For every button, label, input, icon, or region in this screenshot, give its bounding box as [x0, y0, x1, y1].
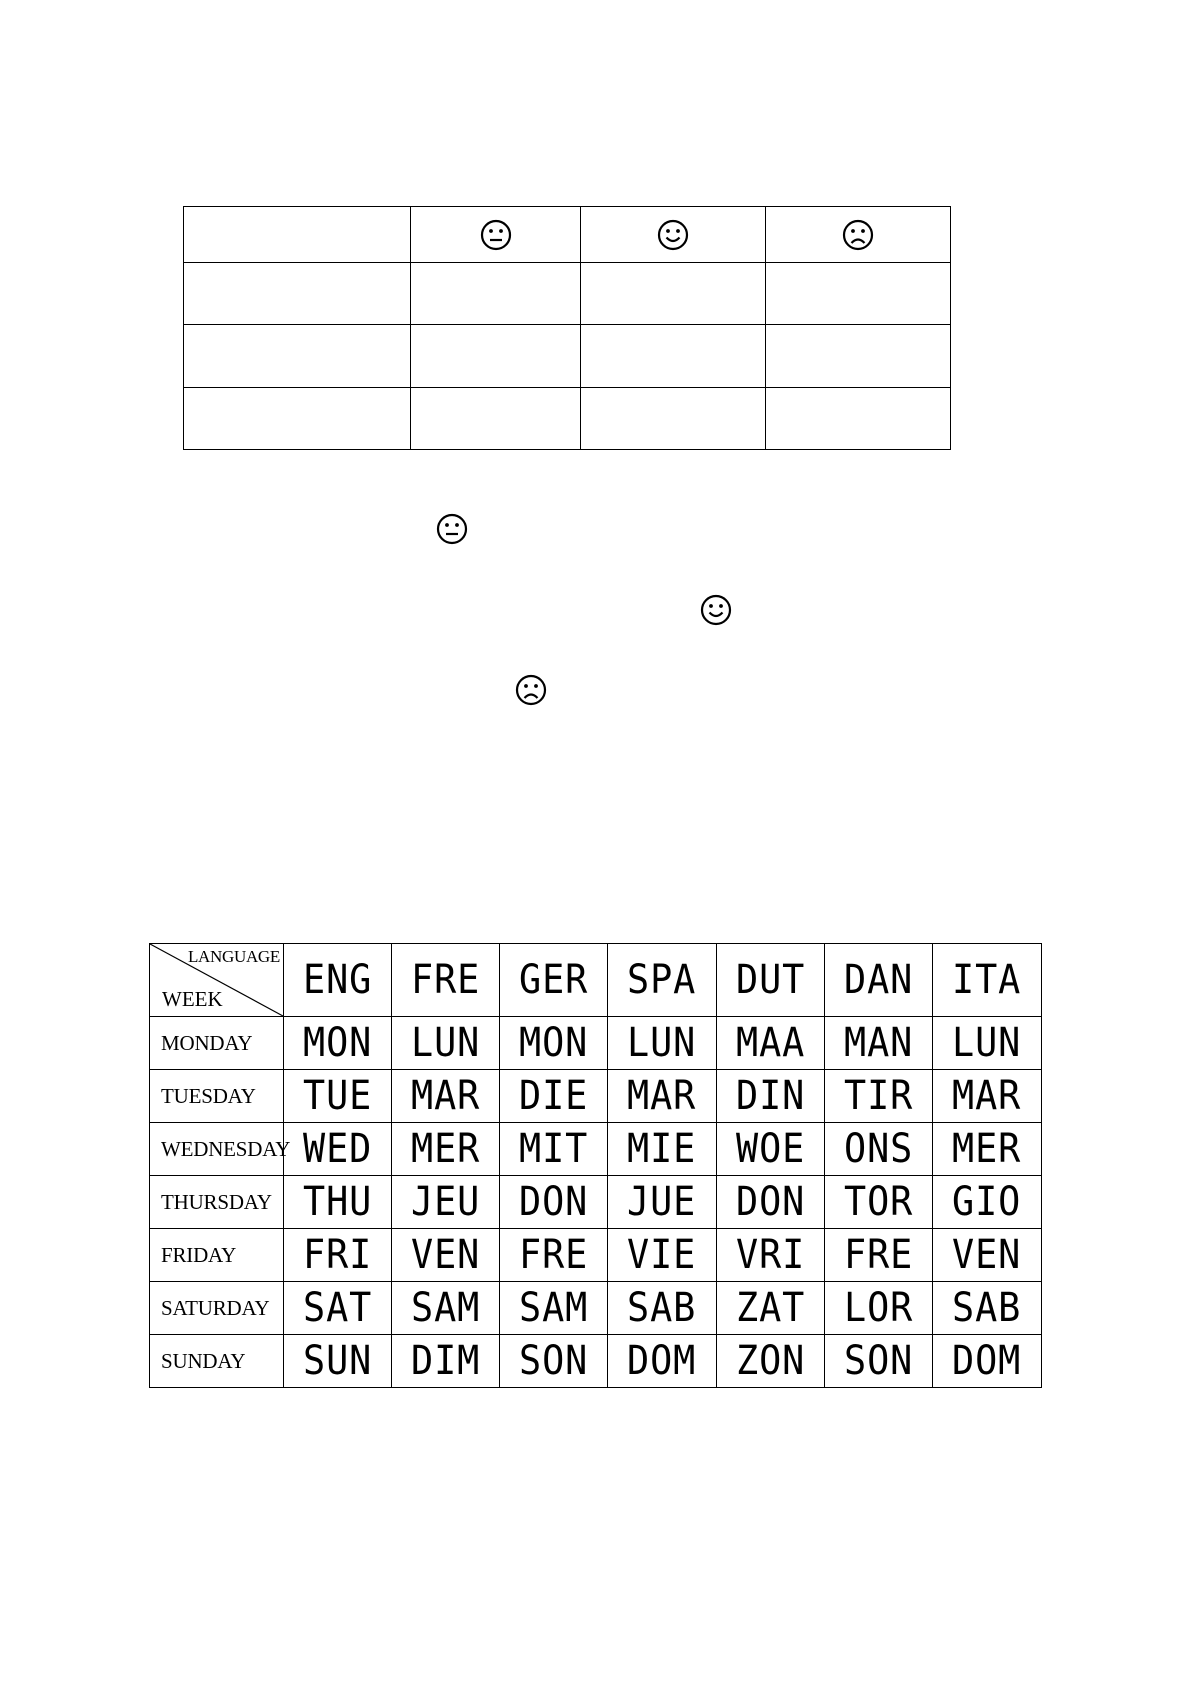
weekday-abbrev-cell — [284, 1282, 392, 1335]
weekday-abbreviation: ZAT — [735, 1285, 806, 1331]
comfort-table — [183, 206, 951, 450]
weekday-abbreviation: VEN — [410, 1232, 481, 1278]
language-code: DAN — [843, 957, 914, 1003]
weekday-row — [150, 1070, 1042, 1123]
weekday-name: MONDAY — [161, 1030, 253, 1055]
comfort-header-smile-cell — [581, 207, 766, 263]
weekday-abbrev-cell — [933, 1229, 1042, 1282]
weekday-abbrev-cell — [392, 1070, 500, 1123]
weekday-abbrev-cell — [608, 1335, 717, 1388]
weekday-abbreviation: DOM — [952, 1338, 1022, 1384]
weekday-row — [150, 1282, 1042, 1335]
weekday-abbreviation: JEU — [410, 1179, 481, 1225]
weekday-name-cell — [150, 1176, 284, 1229]
weekday-abbrev-cell — [392, 1282, 500, 1335]
comfort-row — [184, 387, 951, 449]
weekday-abbreviation: SAB — [627, 1285, 697, 1331]
weekday-abbrev-cell — [284, 1229, 392, 1282]
weekday-abbreviation: GIO — [952, 1179, 1022, 1225]
weekday-abbrev-cell — [608, 1123, 717, 1176]
weekday-abbrev-cell — [933, 1335, 1042, 1388]
weekday-abbrev-cell — [608, 1017, 717, 1070]
weekday-abbrev-cell — [392, 1123, 500, 1176]
comfort-header-empty-cell — [184, 207, 411, 263]
weekday-abbrev-cell — [717, 1282, 825, 1335]
weekday-abbrev-cell — [500, 1229, 608, 1282]
weekday-name: SATURDAY — [161, 1295, 270, 1320]
weekday-abbrev-cell — [608, 1070, 717, 1123]
table-corner-cell — [150, 944, 284, 1017]
weekday-abbreviation: SAB — [952, 1285, 1022, 1331]
weekday-abbrev-cell — [825, 1123, 933, 1176]
comfort-row — [184, 263, 951, 325]
weekday-abbreviation: SON — [843, 1338, 914, 1384]
weekday-abbreviation: MON — [518, 1020, 589, 1066]
comfort-cell — [411, 325, 581, 387]
weekday-abbreviation: SAM — [410, 1285, 481, 1331]
weekday-abbrev-cell — [608, 1282, 717, 1335]
weekday-abbreviation: JUE — [627, 1179, 697, 1225]
comfort-cell — [581, 325, 766, 387]
weekday-abbrev-cell — [825, 1017, 933, 1070]
weekday-abbrev-cell — [392, 1176, 500, 1229]
weekday-abbreviation: SUN — [302, 1338, 373, 1384]
weekday-abbreviation: SAT — [302, 1285, 373, 1331]
weekday-abbrev-cell — [717, 1070, 825, 1123]
comfort-cell — [184, 387, 411, 449]
comfort-cell — [184, 325, 411, 387]
weekday-abbreviation: MAA — [735, 1020, 806, 1066]
weekday-abbreviation: WOE — [735, 1126, 806, 1172]
weekday-abbrev-cell — [608, 1176, 717, 1229]
weekday-abbreviation: LUN — [410, 1020, 481, 1066]
language-axis-label: LANGUAGE — [187, 947, 280, 966]
weekday-name: SUNDAY — [161, 1348, 246, 1373]
weekday-abbrev-cell — [933, 1017, 1042, 1070]
language-header — [825, 944, 933, 1017]
comfort-header-row — [184, 207, 951, 263]
comfort-header-frown-cell — [766, 207, 951, 263]
frowning-face-icon — [514, 673, 548, 707]
weekday-abbrev-cell — [717, 1017, 825, 1070]
weekday-abbreviation: FRE — [843, 1232, 914, 1278]
language-header — [933, 944, 1042, 1017]
weekday-abbrev-cell — [284, 1017, 392, 1070]
weekday-abbreviation: MAR — [410, 1073, 481, 1119]
language-code: ITA — [952, 957, 1022, 1003]
weekday-name-cell — [150, 1335, 284, 1388]
weekday-abbreviation: DON — [518, 1179, 589, 1225]
comfort-cell — [184, 263, 411, 325]
weekday-abbrev-cell — [392, 1229, 500, 1282]
weekday-abbrev-cell — [500, 1335, 608, 1388]
weekday-name: TUESDAY — [161, 1083, 256, 1108]
comfort-row — [184, 325, 951, 387]
weekday-abbrev-cell — [933, 1176, 1042, 1229]
weekday-name: WEDNESDAY — [161, 1136, 291, 1161]
smiling-face-icon — [699, 593, 733, 627]
weekday-abbreviation: FRE — [518, 1232, 589, 1278]
weekday-abbrev-cell — [717, 1176, 825, 1229]
weekday-abbreviation: MER — [952, 1126, 1022, 1172]
weekday-abbrev-cell — [500, 1070, 608, 1123]
weekday-abbreviation: ONS — [843, 1126, 914, 1172]
weekday-abbreviation: VEN — [952, 1232, 1022, 1278]
weekday-abbrev-cell — [825, 1176, 933, 1229]
weekday-abbreviation: MER — [410, 1126, 481, 1172]
weekday-abbrev-cell — [608, 1229, 717, 1282]
weekday-abbrev-cell — [500, 1176, 608, 1229]
weekday-abbreviation: ZON — [735, 1338, 806, 1384]
comfort-cell — [411, 263, 581, 325]
weekday-abbreviation: TOR — [843, 1179, 914, 1225]
weekday-abbrev-cell — [500, 1123, 608, 1176]
weekday-row — [150, 1123, 1042, 1176]
weekday-abbrev-cell — [500, 1017, 608, 1070]
weekday-abbreviation: THU — [302, 1179, 373, 1225]
language-code: GER — [518, 957, 589, 1003]
weekday-name-cell — [150, 1229, 284, 1282]
weekday-abbrev-cell — [284, 1176, 392, 1229]
weekday-abbreviation: FRI — [302, 1232, 373, 1278]
weekday-abbrev-cell — [284, 1123, 392, 1176]
weekday-abbreviation: VRI — [735, 1232, 806, 1278]
weekday-abbreviation: MAR — [952, 1073, 1022, 1119]
weekday-name-cell — [150, 1282, 284, 1335]
comfort-cell — [581, 263, 766, 325]
weekday-abbreviation: TUE — [302, 1073, 373, 1119]
weekday-name-cell — [150, 1070, 284, 1123]
weekday-language-table — [149, 943, 1042, 1388]
weekday-abbreviation: MIT — [518, 1126, 589, 1172]
weekday-row — [150, 1017, 1042, 1070]
language-header — [717, 944, 825, 1017]
weekday-abbrev-cell — [825, 1229, 933, 1282]
weekday-abbrev-cell — [825, 1335, 933, 1388]
weekday-abbreviation: DIE — [518, 1073, 589, 1119]
language-code: ENG — [302, 957, 373, 1003]
weekday-row — [150, 1176, 1042, 1229]
weekday-abbreviation: MON — [302, 1020, 373, 1066]
weekday-abbreviation: LUN — [627, 1020, 697, 1066]
comfort-cell — [411, 387, 581, 449]
weekday-abbreviation: WED — [302, 1126, 373, 1172]
weekday-abbrev-cell — [825, 1070, 933, 1123]
weekday-abbrev-cell — [284, 1070, 392, 1123]
weekday-abbrev-cell — [717, 1123, 825, 1176]
comfort-cell — [581, 387, 766, 449]
weekday-name-cell — [150, 1123, 291, 1176]
weekday-abbreviation: LOR — [843, 1285, 914, 1331]
language-header — [500, 944, 608, 1017]
weekday-abbrev-cell — [717, 1229, 825, 1282]
weekday-abbrev-cell — [933, 1123, 1042, 1176]
weekday-abbreviation: DIN — [735, 1073, 806, 1119]
weekday-abbreviation: MAR — [627, 1073, 697, 1119]
frowning-face-icon — [841, 218, 875, 252]
language-header — [608, 944, 717, 1017]
weekday-abbreviation: DIM — [410, 1338, 481, 1384]
weekday-abbreviation: LUN — [952, 1020, 1022, 1066]
comfort-header-neutral-cell — [411, 207, 581, 263]
weekday-name-cell — [150, 1017, 284, 1070]
language-code: SPA — [627, 957, 697, 1003]
weekday-abbrev-cell — [392, 1335, 500, 1388]
weekday-row — [150, 1335, 1042, 1388]
neutral-face-icon — [479, 218, 513, 252]
weekday-abbreviation: MAN — [843, 1020, 914, 1066]
language-header — [392, 944, 500, 1017]
weekday-abbrev-cell — [717, 1335, 825, 1388]
weekday-name: THURSDAY — [161, 1189, 272, 1214]
weekday-abbreviation: MIE — [627, 1126, 697, 1172]
weekday-abbrev-cell — [392, 1017, 500, 1070]
weekday-abbreviation: VIE — [627, 1232, 697, 1278]
weekday-abbreviation: TIR — [843, 1073, 914, 1119]
smiling-face-icon — [656, 218, 690, 252]
weekday-abbrev-cell — [933, 1282, 1042, 1335]
comfort-cell — [766, 387, 951, 449]
weekday-abbreviation: SON — [518, 1338, 589, 1384]
week-axis-label: WEEK — [162, 987, 223, 1011]
weekday-row — [150, 1229, 1042, 1282]
weekday-abbreviation: DON — [735, 1179, 806, 1225]
language-code: DUT — [735, 957, 806, 1003]
weekday-name: FRIDAY — [161, 1242, 237, 1267]
weekday-abbrev-cell — [500, 1282, 608, 1335]
language-code: FRE — [410, 957, 481, 1003]
weekday-abbreviation: DOM — [627, 1338, 697, 1384]
language-header-row — [150, 944, 1042, 1017]
weekday-abbrev-cell — [933, 1070, 1042, 1123]
comfort-cell — [766, 263, 951, 325]
language-header — [284, 944, 392, 1017]
neutral-face-icon — [435, 512, 469, 546]
weekday-abbrev-cell — [825, 1282, 933, 1335]
comfort-cell — [766, 325, 951, 387]
weekday-abbrev-cell — [284, 1335, 392, 1388]
weekday-abbreviation: SAM — [518, 1285, 589, 1331]
